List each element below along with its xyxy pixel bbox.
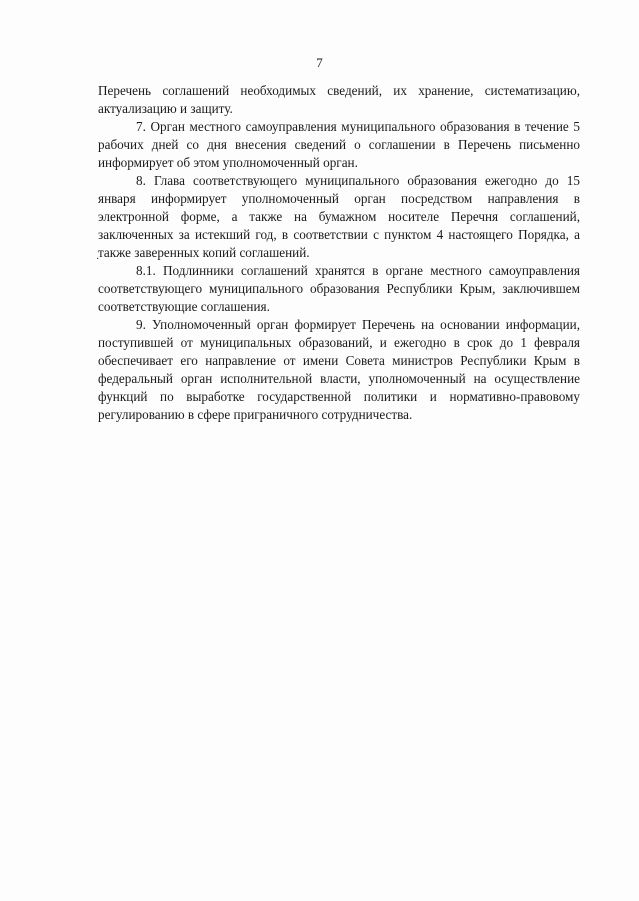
document-body: [98, 82, 580, 424]
paragraph-item-7: 7. Орган местного самоуправления муниципального образования в течение 5 рабочих дней со дня внесения сведений о соглашении в Перечень письменно информирует об этом уполномоченный орган.: [98, 119, 580, 170]
paragraph-item-9: 9. Уполномоченный орган формирует Перечень на основании информации, поступившей от муниципальных образований, и ежегодно в срок до 1 февраля обеспечивает его направление от имени Совета министров Республики Крым в федеральный орган исполнительной власти, уполномоченный на осуществление функций по выработке государственной политики и нормативно-правовому регулированию в сфере приграничного сотрудничества.: [98, 317, 580, 422]
paragraph-item-8: 8. Глава соответствующего муниципального образования ежегодно до 15 января информирует уполномоченный орган посредством направления в электронной форме, а также на бумажном носителе Перечня соглашений, заключенных за истекший год, в соответствии с пунктом 4 настоящего Порядка, а также заверенных копий соглашений.: [98, 173, 580, 260]
scan-speck-mark: ·: [96, 254, 100, 265]
page-number: 7: [316, 55, 323, 70]
paragraph-continuation: Перечень соглашений необходимых сведений, их хранение, систематизацию, актуализацию и защиту.: [98, 83, 580, 116]
paragraph-item-8-1: 8.1. Подлинники соглашений хранятся в органе местного самоуправления соответствующего муниципального образования Республики Крым, заключившем соответствующие соглашения.: [98, 263, 580, 314]
